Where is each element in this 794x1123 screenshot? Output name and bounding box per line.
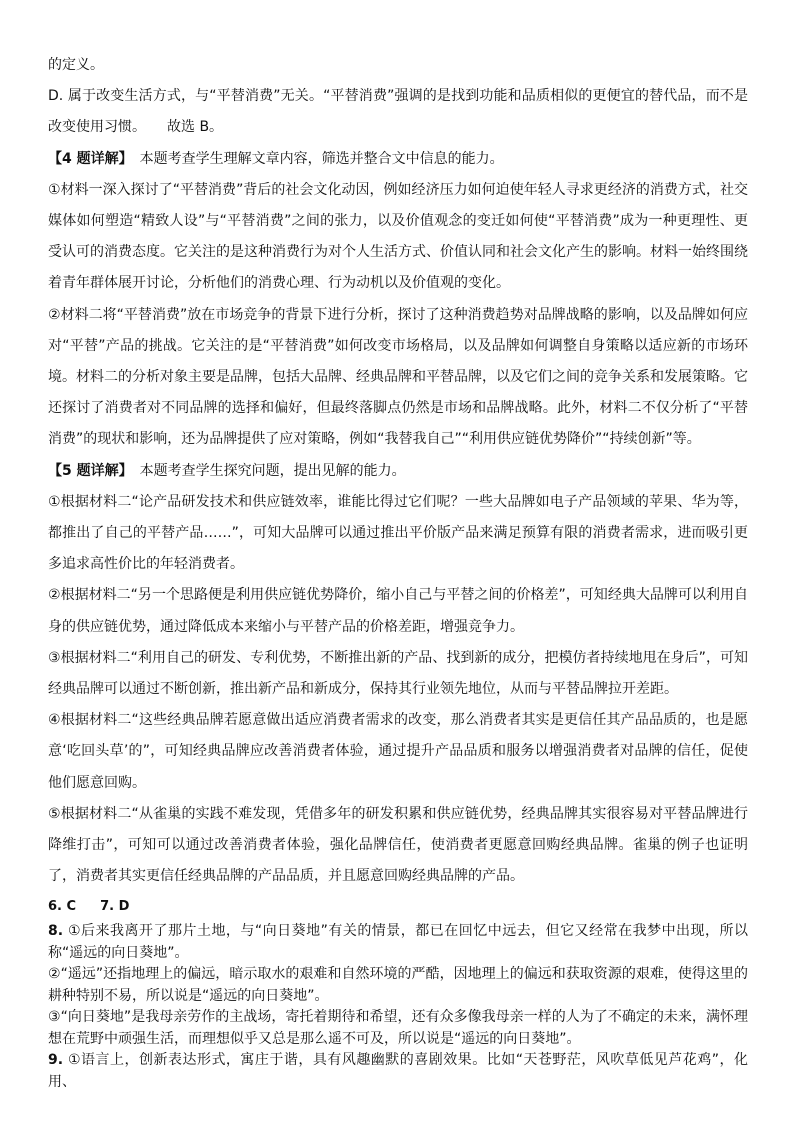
answer-6: 6. C [48,899,77,915]
q4-paragraph-2: ②材料二将“平替消费”放在市场竞争的背景下进行分析，探讨了这种消费趋势对品牌战略的影响，以及品牌如何应对“平替”产品的挑战。它关注的是“平替消费”如何改变市场格局，以及品牌如何调整自身策略以适应新的市场环境。材料二的分析对象主要是品牌，包括大品牌、经典品牌和平替品牌，以及它们之间的竞争关系和发展策略。它还探讨了消费者对不同品牌的选择和偏好，但最终落脚点仍然是市场和品牌战略。此外，材料二不仅分析了“平替消费”的现状和影响，还为品牌提供了应对策略，例如“我替我自己”“利用供应链优势降价”“持续创新”等。 [48,306,748,448]
q5-item-1: ①根据材料二“论产品研发技术和供应链效率，谁能比得过它们呢？一些大品牌如电子产品领域的苹果、华为等，都推出了自己的平替产品……”，可知大品牌可以通过推出平价版产品来满足预算有限的消费者需求，进而吸引更多追求高性价比的年轻消费者。 [48,493,748,573]
q9-number: 9. [48,1052,64,1069]
q3-option-d: D. 属于改变生活方式，与“平替消费”无关。“平替消费”强调的是找到功能和品质相似的更便宜的替代品，而不是改变使用习惯。 故选 B。 [48,88,748,136]
q5-item-2: ②根据材料二“另一个思路便是利用供应链优势降价，缩小自己与平替之间的价格差”，可知经典大品牌可以利用自身的供应链优势，通过降低成本来缩小与平替产品的价格差距，增强竞争力。 [48,587,748,635]
q5-item-4: ④根据材料二“这些经典品牌若愿意做出适应消费者需求的改变，那么消费者其实是更信任其产品品质的，也是愿意‘吃回头草’的”，可知经典品牌应改善消费者体验，通过提升产品品质和服务以增强消费者对品牌的信任，促使他们愿意回购。 [48,712,748,791]
q5-heading-text: 本题考查学生探究问题，提出见解的能力。 [139,462,406,479]
q5-item-3: ③根据材料二“利用自己的研发、专利优势，不断推出新的产品、找到新的成分，把模仿者持续地甩在身后”，可知经典品牌可以通过不断创新，推出新产品和新成分，保持其行业领先地位，从而与平替品牌拉开差距。 [48,649,748,698]
q5-heading-paragraph [48,456,748,487]
q5-item-5: ⑤根据材料二“从雀巢的实践不难发现，凭借多年的研发积累和供应链优势，经典品牌其实很容易对平替品牌进行降维打击”，可知可以通过改善消费者体验，强化品牌信任，使消费者更愿意回购经典品牌。雀巢的例子也证明了，消费者其实更信任经典品牌的产品品质，并且愿意回购经典品牌的产品。 [48,805,748,885]
q4-heading-text: 本题考查学生理解文章内容，筛选并整合文中信息的能力。 [139,150,504,167]
q9-item-1 [48,1050,748,1093]
q3-tail-line: 的定义。 [48,57,104,73]
q8-item-1 [48,921,748,964]
q5-heading: 【5 题详解】 [48,462,126,479]
q4-heading-paragraph [48,144,748,175]
q9-item-1-text: ①语言上，创新表达形式，寓庄于谐，具有风趣幽默的喜剧效果。比如“天苍野茫，风吹草低见芦花鸡”，化用、 [48,1052,749,1090]
answers-6-7 [48,892,748,921]
q4-heading: 【4 题详解】 [48,150,126,167]
q8-item-2: ②“遥远”还指地理上的偏远，暗示取水的艰难和自然环境的严酷，因地理上的偏远和获取资源的艰难，使得这里的耕种特别不易，所以说是“遥远的向日葵地”。 [48,966,748,1004]
q8-item-1-text: ①后来我离开了那片土地，与“向日葵地”有关的情景，都已在回忆中远去，但它又经常在我梦中出现，所以称“遥远的向日葵地”。 [48,923,749,961]
document-page [48,50,748,1093]
q4-paragraph-1: ①材料一深入探讨了“平替消费”背后的社会文化动因，例如经济压力如何迫使年轻人寻求更经济的消费方式，社交媒体如何塑造“精致人设”与“平替消费”之间的张力，以及价值观念的变迁如何使“平替消费”成为一种更理性、更受认可的消费态度。它关注的是这种消费行为对个人生活方式、价值认同和社会文化产生的影响。材料一始终围绕着青年群体展开讨论，分析他们的消费心理、行为动机以及价值观的变化。 [48,181,748,292]
answer-7: 7. D [100,899,130,915]
q8-item-3: ③“向日葵地”是我母亲劳作的主战场，寄托着期待和希望，还有众多像我母亲一样的人为了不确定的未来，满怀理想在荒野中顽强生活，而理想似乎又总是那么遥不可及，所以说是“遥远的向日葵地”。 [48,1009,748,1047]
q8-number: 8. [48,923,64,940]
